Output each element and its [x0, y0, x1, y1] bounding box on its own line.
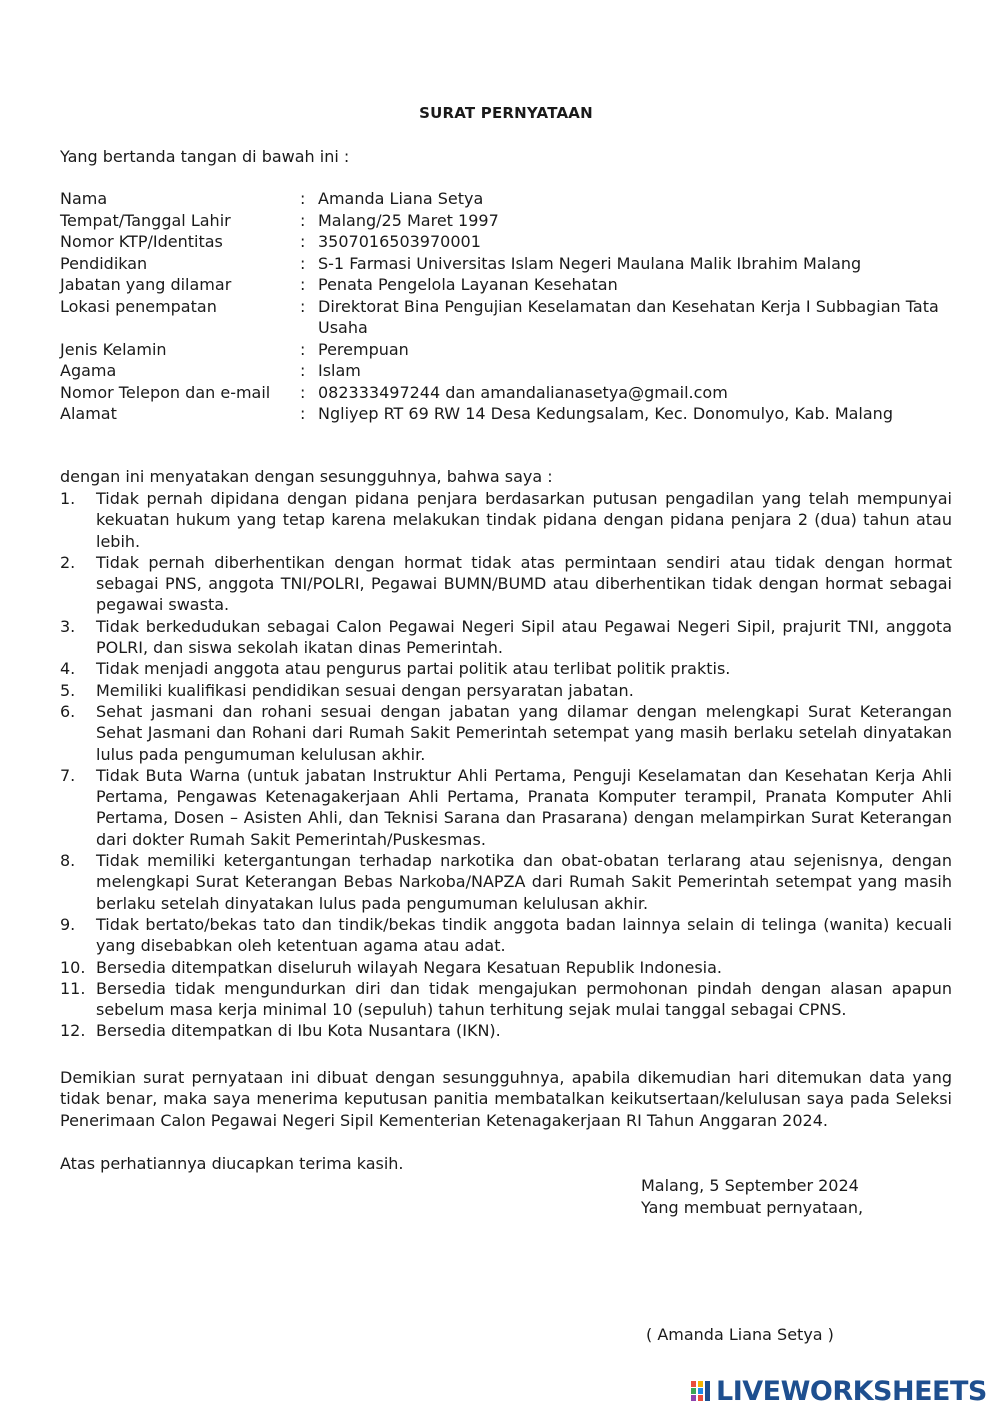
field-colon: :: [300, 232, 306, 251]
statement-number: 1.: [60, 489, 76, 508]
signature-name: ( Amanda Liana Setya ): [646, 1325, 834, 1344]
field-colon: :: [300, 275, 306, 294]
field-row: [60, 231, 960, 253]
field-value: S-1 Farmasi Universitas Islam Negeri Maulana Malik Ibrahim Malang: [318, 253, 862, 273]
field-label: Tempat/Tanggal Lahir: [60, 210, 231, 230]
statement-number: 9.: [60, 914, 76, 934]
statement-number: 5.: [60, 680, 76, 700]
thanks-text: Atas perhatiannya diucapkan terima kasih.: [60, 1154, 404, 1173]
statement-text: Tidak bertato/bekas tato dan tindik/bekas tindik anggota badan lainnya selain di telinga (wanita) kecuali yang disebabkan oleh ketentuan agama atau adat.: [96, 914, 952, 956]
document-title: SURAT PERNYATAAN: [419, 104, 593, 122]
statement-item: [60, 616, 952, 659]
signature-role: Yang membuat pernyataan,: [641, 1197, 864, 1217]
statement-text: Bersedia ditempatkan di Ibu Kota Nusantara (IKN).: [96, 1021, 501, 1041]
statement-number: 4.: [60, 659, 76, 679]
field-value: 082333497244 dan amandalianasetya@gmail.com: [318, 382, 728, 402]
field-label: Agama: [60, 361, 117, 380]
field-row: [60, 274, 960, 296]
field-colon: :: [300, 339, 306, 359]
field-label: Alamat: [60, 404, 117, 423]
statement-text: Sehat jasmani dan rohani sesuai dengan jabatan yang dilamar dengan melengkapi Surat Keterangan Sehat Jasmani dan Rohani dari Rumah Sakit Pemerintah setempat yang masih berlaku setelah dinyatakan lulus pada pengumuman kelulusan akhir.: [96, 701, 952, 764]
statement-item: [60, 978, 952, 1021]
statement-text: Memiliki kualifikasi pendidikan sesuai dengan persyaratan jabatan.: [96, 680, 634, 700]
field-value: Malang/25 Maret 1997: [318, 210, 499, 230]
field-label: Jabatan yang dilamar: [60, 275, 232, 294]
field-label: Nomor KTP/Identitas: [60, 232, 223, 251]
field-colon: :: [300, 253, 306, 273]
field-value: Direktorat Bina Pengujian Keselamatan dan Kesehatan Kerja I Subbagian Tata Usaha: [318, 296, 939, 337]
field-colon: :: [300, 210, 306, 230]
statement-item: [60, 488, 952, 552]
statement-number: 3.: [60, 616, 76, 636]
statement-number: 8.: [60, 851, 76, 871]
statement-item: [60, 552, 952, 616]
statement-number: 11.: [60, 978, 86, 998]
intro-text: Yang bertanda tangan di bawah ini :: [60, 147, 350, 166]
field-label: Nama: [60, 189, 108, 208]
field-value: 3507016503970001: [318, 232, 481, 251]
statement-intro: dengan ini menyatakan dengan sesungguhnya, bahwa saya :: [60, 467, 553, 486]
field-row: [60, 210, 960, 232]
field-row: [60, 360, 960, 382]
liveworksheets-logo-icon: [690, 1379, 712, 1403]
statement-text: Tidak pernah diberhentikan dengan hormat tidak atas permintaan sendiri atau tidak dengan hormat sebagai PNS, anggota TNI/POLRI, Pegawai BUMN/BUMD atau diberhentikan tidak dengan hormat sebagai pegawai swasta.: [96, 552, 952, 615]
statement-text: Tidak Buta Warna (untuk jabatan Instruktur Ahli Pertama, Penguji Keselamatan dan Kesehatan Kerja Ahli Pertama, Pengawas Ketenagakerjaan Ahli Pertama, Pranata Komputer terampil, Pranata Komputer Ahli Pertama, Dosen – Asisten Ahli, dan Teknisi Sarana dan Prasarana) dengan melampirkan Surat Keterangan dari dokter Rumah Sakit Pemerintah/Puskesmas.: [96, 765, 952, 849]
statement-item: [60, 701, 952, 765]
statement-number: 10.: [60, 957, 86, 977]
field-row: [60, 188, 960, 210]
statement-text: Bersedia ditempatkan diseluruh wilayah Negara Kesatuan Republik Indonesia.: [96, 957, 722, 977]
field-row: [60, 382, 960, 404]
watermark-text: LIVEWORKSHEETS: [716, 1375, 987, 1407]
field-colon: :: [300, 382, 306, 402]
field-colon: :: [300, 189, 306, 208]
statement-item: [60, 957, 952, 978]
closing-paragraph: Demikian surat pernyataan ini dibuat dengan sesungguhnya, apabila dikemudian hari ditemukan data yang tidak benar, maka saya menerima keputusan panitia membatalkan keikutsertaan/kelulusan saya pada Seleksi Penerimaan Calon Pegawai Negeri Sipil Kementerian Ketenagakerjaan RI Tahun Anggaran 2024.: [60, 1068, 952, 1130]
statement-number: 2.: [60, 552, 76, 572]
field-colon: :: [300, 404, 306, 423]
field-row: [60, 253, 960, 275]
identity-table: [60, 188, 960, 425]
statement-text: Tidak menjadi anggota atau pengurus partai politik atau terlibat politik praktis.: [96, 659, 731, 679]
field-colon: :: [300, 361, 306, 380]
statement-item: [60, 658, 952, 679]
field-label: Lokasi penempatan: [60, 296, 217, 316]
field-row: [60, 403, 960, 425]
statement-text: Tidak memiliki ketergantungan terhadap narkotika dan obat-obatan terlarang atau sejenisnya, dengan melengkapi Surat Keterangan Bebas Narkoba/NAPZA dari Rumah Sakit Pemerintah setempat yang masih berlaku setelah dinyatakan lulus pada pengumuman kelulusan akhir.: [96, 851, 952, 913]
signature-place-date: Malang, 5 September 2024: [641, 1176, 859, 1195]
field-value: Ngliyep RT 69 RW 14 Desa Kedungsalam, Kec. Donomulyo, Kab. Malang: [318, 404, 893, 423]
field-label: Nomor Telepon dan e-mail: [60, 382, 271, 402]
statement-item: [60, 765, 952, 850]
statement-text: Bersedia tidak mengundurkan diri dan tidak mengajukan permohonan pindah dengan alasan apapun sebelum masa kerja minimal 10 (sepuluh) tahun terhitung sejak mulai tanggal sebagai CPNS.: [96, 978, 952, 1020]
statement-list: [60, 488, 952, 1042]
statement-number: 12.: [60, 1021, 86, 1041]
field-value: Amanda Liana Setya: [318, 189, 484, 208]
field-label: Jenis Kelamin: [60, 339, 167, 359]
statement-item: [60, 1020, 952, 1041]
field-value: Islam: [318, 361, 361, 380]
statement-number: 7.: [60, 765, 76, 785]
statement-item: [60, 914, 952, 957]
signature-block: [641, 1175, 863, 1218]
field-colon: :: [300, 296, 306, 316]
statement-text: Tidak berkedudukan sebagai Calon Pegawai Negeri Sipil atau Pegawai Negeri Sipil, prajurit TNI, anggota POLRI, dan siswa sekolah ikatan dinas Pemerintah.: [96, 616, 952, 658]
statement-number: 6.: [60, 701, 76, 721]
field-label: Pendidikan: [60, 253, 148, 273]
liveworksheets-watermark: [690, 1375, 987, 1407]
field-value: Perempuan: [318, 339, 409, 359]
statement-text: Tidak pernah dipidana dengan pidana penjara berdasarkan putusan pengadilan yang telah mempunyai kekuatan hukum yang tetap karena melakukan tindak pidana dengan pidana penjara 2 (dua) tahun atau lebih.: [96, 489, 952, 551]
statement-item: [60, 680, 952, 701]
field-row: [60, 339, 960, 361]
field-value: Penata Pengelola Layanan Kesehatan: [318, 275, 618, 294]
statement-item: [60, 850, 952, 914]
field-row: [60, 296, 960, 339]
